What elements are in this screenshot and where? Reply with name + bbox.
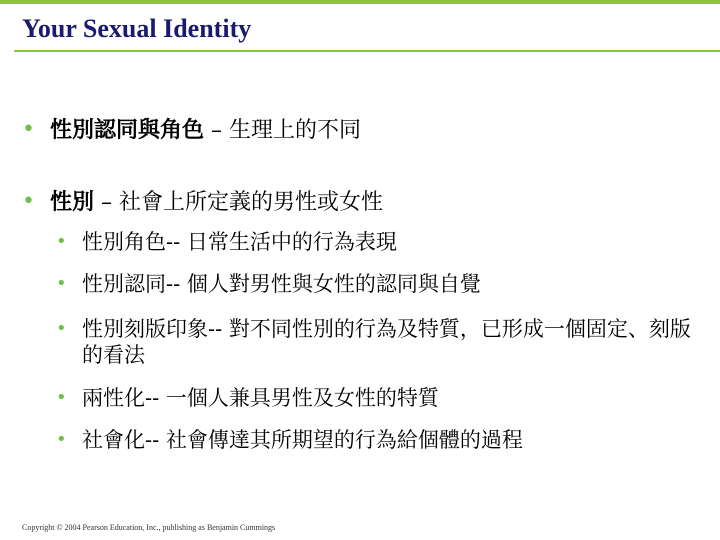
bullet-term: 性別 bbox=[50, 189, 95, 215]
sub-bullet-text: 社會化-- 社會傳達其所期望的行為給個體的過程 bbox=[82, 428, 523, 452]
sub-bullet-text: 性別刻版印象-- 對不同性別的行為及特質，已形成一個固定、刻版的看法 bbox=[82, 317, 691, 367]
bullet-text: – 生理上的不同 bbox=[204, 118, 362, 143]
sub-bullet-gender-role bbox=[56, 229, 697, 255]
bullet-text: – 社會上所定義的男性或女性 bbox=[94, 190, 384, 215]
bullet-gender bbox=[22, 188, 383, 217]
sub-bullet-text: 性別認同-- 個人對男性與女性的認同與自覺 bbox=[82, 272, 481, 296]
sub-bullet-gender-identity bbox=[56, 271, 697, 297]
sub-bullet-dot-icon: • bbox=[56, 231, 67, 252]
bullet-term: 性別認同與角色 bbox=[50, 117, 205, 143]
sub-bullet-dot-icon: • bbox=[56, 318, 67, 339]
sub-bullet-text: 性別角色-- 日常生活中的行為表現 bbox=[82, 230, 397, 254]
bullet-gender-identity-role bbox=[22, 116, 361, 145]
sub-bullet-text: 兩性化-- 一個人兼具男性及女性的特質 bbox=[82, 386, 439, 410]
sub-bullet-dot-icon: • bbox=[56, 273, 67, 294]
sub-bullet-androgyny bbox=[56, 385, 697, 411]
bullet-dot-icon: • bbox=[22, 117, 35, 142]
sub-bullet-dot-icon: • bbox=[56, 387, 67, 408]
sub-bullet-dot-icon: • bbox=[56, 429, 67, 450]
sub-bullet-gender-stereotype bbox=[56, 316, 697, 368]
title-divider bbox=[14, 50, 720, 52]
top-accent-bar bbox=[0, 0, 720, 4]
slide-title: Your Sexual Identity bbox=[22, 14, 252, 43]
copyright-footer: Copyright © 2004 Pearson Education, Inc., publishing as Benjamin Cummings bbox=[22, 523, 276, 532]
bullet-dot-icon: • bbox=[22, 189, 35, 214]
sub-bullet-socialization bbox=[56, 427, 697, 453]
